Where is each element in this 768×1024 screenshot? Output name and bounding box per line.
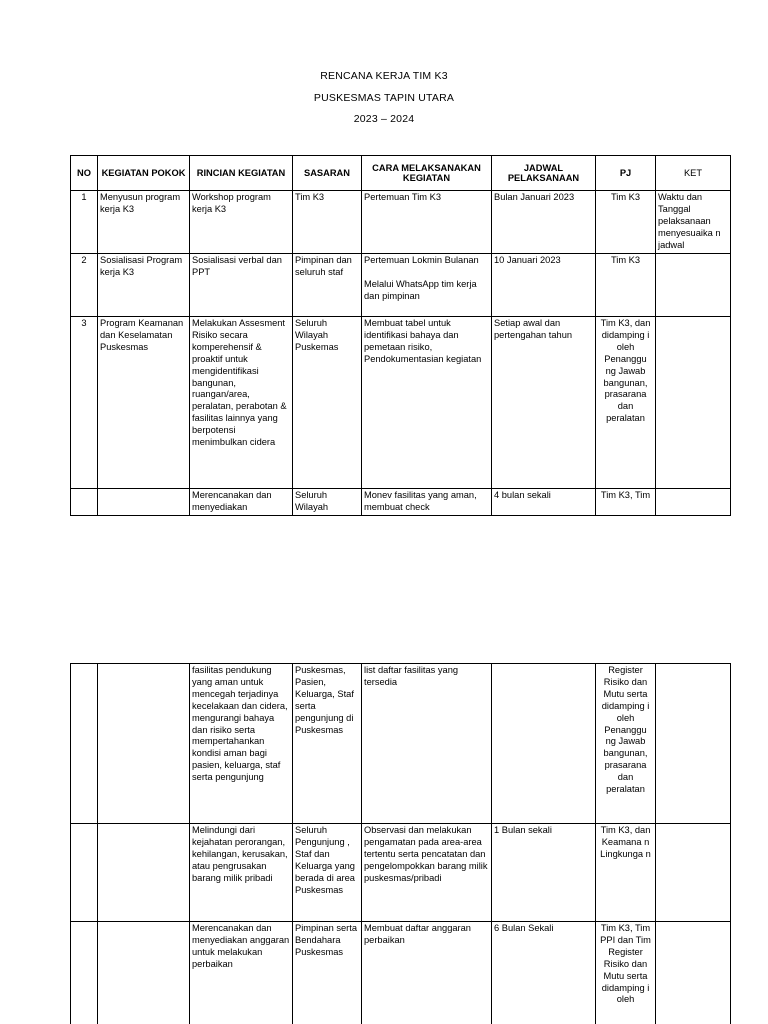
cell-jadwal: Setiap awal dan pertengahan tahun: [492, 317, 596, 489]
cell-rincian: Merencanakan dan menyediakan: [190, 489, 293, 516]
cell-ket: Waktu dan Tanggal pelaksanaan menyesuaika n jadwal: [656, 191, 731, 254]
cell-ket: [656, 489, 731, 516]
cell-pj: Register Risiko dan Mutu serta didamping i oleh Penanggu ng Jawab bangunan, prasarana dan peralatan: [596, 664, 656, 824]
cell-sasaran: Pimpinan serta Bendahara Puskesmas: [293, 922, 362, 1024]
work-plan-table: [70, 155, 731, 516]
cell-pj: Tim K3, Tim: [596, 489, 656, 516]
header-kegiatan-pokok: KEGIATAN POKOK: [98, 156, 190, 191]
cell-sasaran: Tim K3: [293, 191, 362, 254]
cell-pj: Tim K3, dan didamping i oleh Penanggu ng Jawab bangunan, prasarana dan peralatan: [596, 317, 656, 489]
cell-rincian: Workshop program kerja K3: [190, 191, 293, 254]
table-header-row: [71, 156, 731, 191]
cell-cara: Membuat tabel untuk identifikasi bahaya dan pemetaan risiko, Pendokumentasian kegiatan: [362, 317, 492, 489]
table-row: [71, 664, 731, 824]
cell-cara: Pertemuan Tim K3: [362, 191, 492, 254]
cell-rincian: Melindungi dari kejahatan perorangan, kehilangan, kerusakan, atau pengrusakan barang milik pribadi: [190, 824, 293, 922]
table-row: [71, 922, 731, 1024]
header-jadwal: JADWAL PELAKSANAAN: [492, 156, 596, 191]
cell-jadwal: Bulan Januari 2023: [492, 191, 596, 254]
cell-pj: Tim K3: [596, 191, 656, 254]
cell-sasaran: Seluruh Wilayah: [293, 489, 362, 516]
cell-jadwal: 4 bulan sekali: [492, 489, 596, 516]
cell-sasaran: Seluruh Pengunjung , Staf dan Keluarga yang berada di area Puskesmas: [293, 824, 362, 922]
cell-no: [71, 824, 98, 922]
header-pj: PJ: [596, 156, 656, 191]
table-row: [71, 317, 731, 489]
header-rincian-kegiatan: RINCIAN KEGIATAN: [190, 156, 293, 191]
cell-sasaran: Puskesmas, Pasien, Keluarga, Staf serta pengunjung di Puskesmas: [293, 664, 362, 824]
document-subtitle: PUSKESMAS TAPIN UTARA: [313, 92, 455, 104]
cell-sasaran: Seluruh Wilayah Puskemas: [293, 317, 362, 489]
cell-no: [71, 664, 98, 824]
cell-jadwal: 6 Bulan Sekali: [492, 922, 596, 1024]
cell-pj: Tim K3: [596, 254, 656, 317]
table-row: [71, 489, 731, 516]
cell-jadwal: 10 Januari 2023: [492, 254, 596, 317]
cell-ket: [656, 317, 731, 489]
cell-kegiatan-pokok: [98, 489, 190, 516]
cell-cara: Membuat daftar anggaran perbaikan: [362, 922, 492, 1024]
cell-no: 1: [71, 191, 98, 254]
cell-cara: Monev fasilitas yang aman, membuat check: [362, 489, 492, 516]
cell-kegiatan-pokok: [98, 922, 190, 1024]
cell-rincian: fasilitas pendukung yang aman untuk mencegah terjadinya kecelakaan dan cidera, mengurangi bahaya dan risiko serta mempertahankan kondisi aman bagi pasien, keluarga, staf serta pengunjung: [190, 664, 293, 824]
document-period: 2023 – 2024: [353, 113, 415, 125]
cell-no: [71, 489, 98, 516]
cell-cara: Observasi dan melakukan pengamatan pada area-area tertentu serta pencatatan dan pengelompokkan barang milik puskesmas/pribadi: [362, 824, 492, 922]
table-row: [71, 824, 731, 922]
cell-ket: [656, 824, 731, 922]
cell-ket: [656, 254, 731, 317]
page-gap: [0, 560, 768, 663]
cell-kegiatan-pokok: Sosialisasi Program kerja K3: [98, 254, 190, 317]
cell-kegiatan-pokok: Program Keamanan dan Keselamatan Puskesmas: [98, 317, 190, 489]
cell-no: 3: [71, 317, 98, 489]
cell-sasaran: Pimpinan dan seluruh staf: [293, 254, 362, 317]
header-cara-melaksanakan: CARA MELAKSANAKAN KEGIATAN: [362, 156, 492, 191]
cell-rincian: Merencanakan dan menyediakan anggaran untuk melakukan perbaikan: [190, 922, 293, 1024]
cell-pj: Tim K3, dan Keamana n Lingkunga n: [596, 824, 656, 922]
cell-pj: Tim K3, Tim PPI dan Tim Register Risiko dan Mutu serta didamping i oleh: [596, 922, 656, 1024]
cell-jadwal: 1 Bulan sekali: [492, 824, 596, 922]
cell-ket: [656, 922, 731, 1024]
work-plan-table-continued: [70, 663, 731, 1024]
cell-kegiatan-pokok: [98, 824, 190, 922]
cell-no: 2: [71, 254, 98, 317]
cell-jadwal: [492, 664, 596, 824]
header-sasaran: SASARAN: [293, 156, 362, 191]
cell-rincian: Melakukan Assesment Risiko secara komperehensif & proaktif untuk mengidentifikasi bangunan, ruangan/area, peralatan, perabotan & fasilitas lainnya yang berpotensi menimbulkan cidera: [190, 317, 293, 489]
table-row: [71, 254, 731, 317]
header-ket: KET: [656, 156, 731, 191]
cell-cara: list daftar fasilitas yang tersedia: [362, 664, 492, 824]
table-row: [71, 191, 731, 254]
cell-no: [71, 922, 98, 1024]
cell-cara: Pertemuan Lokmin Bulanan Melalui WhatsApp tim kerja dan pimpinan: [362, 254, 492, 317]
header-no: NO: [71, 156, 98, 191]
cell-ket: [656, 664, 731, 824]
cell-kegiatan-pokok: Menyusun program kerja K3: [98, 191, 190, 254]
cell-kegiatan-pokok: [98, 664, 190, 824]
cell-rincian: Sosialisasi verbal dan PPT: [190, 254, 293, 317]
document-title: RENCANA KERJA TIM K3: [320, 70, 448, 82]
